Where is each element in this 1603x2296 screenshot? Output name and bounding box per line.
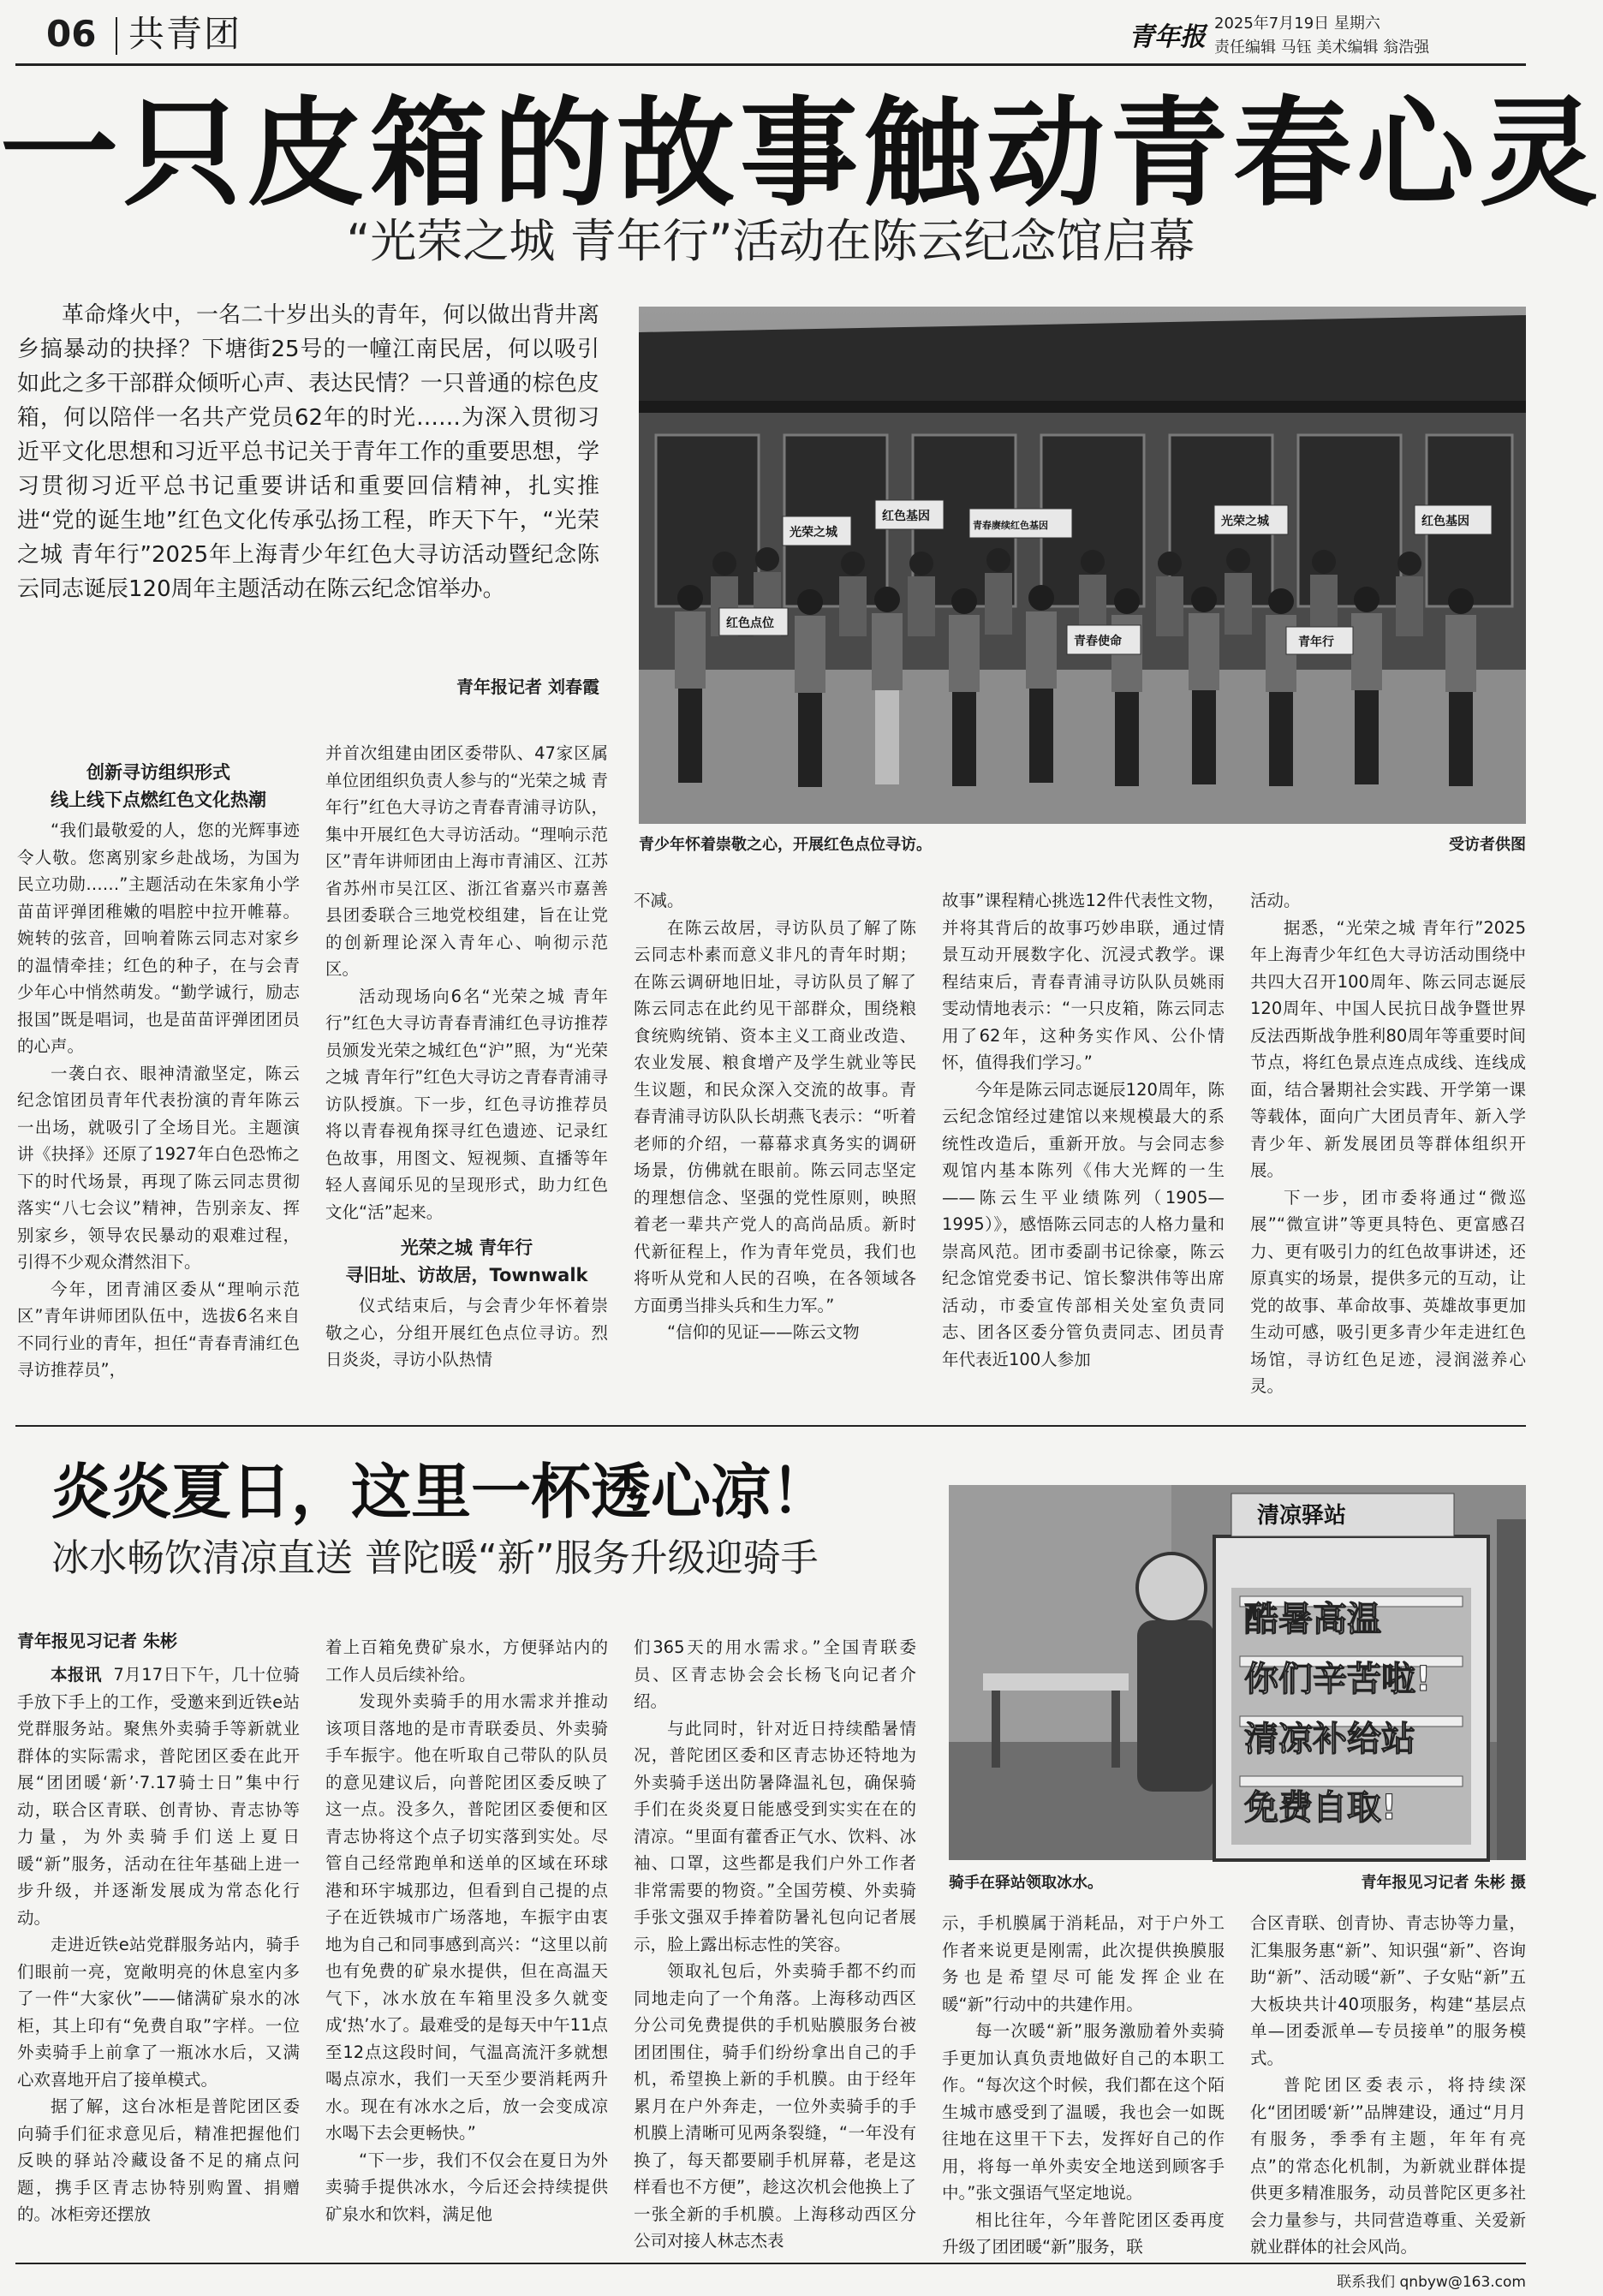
story1-col5-para-2: 下一步，团市委将通过“微巡展”“微宣讲”等更具特色、更富感召力、更有吸引力的红色故事讲述，还原真实的场景，提供多元的互动，让党的故事、革命故事、英雄故事更加生动可感，吸引更多青少年走进红色场馆，寻访红色足迹，浸润滋养心灵。 (1250, 1187, 1526, 1396)
footer-contact: 联系我们 qnbyw@163.com (1337, 2274, 1526, 2291)
story2-headline: 炎炎夏日，这里一杯透心凉！ (51, 1457, 831, 1527)
photo1-sign-8: 青春使命 (1074, 635, 1122, 648)
photo2-slogan-1: 酷暑高温 (1244, 1600, 1381, 1639)
header-divider (116, 17, 117, 55)
newspaper-logo: 青年报 (1129, 22, 1206, 52)
story1-byline: 青年报记者 刘春霞 (456, 677, 599, 697)
page-number: 06 (46, 13, 97, 55)
story2-col4-para-3: 相比往年，今年普陀团区委再度升级了团团暖“新”服务，联 (942, 2210, 1225, 2257)
story1-column-1 (17, 754, 300, 1380)
story1-column-3 (634, 887, 916, 1353)
story1-col3-para-1: 在陈云故居，寻访队员了解了陈云同志朴素而意义非凡的青年时期；在陈云调研地旧址，寻访队员了解了陈云同志在此约见干部群众，围绕粮食统购统销、资本主义工商业改造、农业发展、粮食增产及学生就业等民生议题，和民众深入交流的故事。青春青浦寻访队队长胡燕飞表示：“听着老师的介绍，一幕幕求真务实的调研场景，仿佛就在眼前。陈云同志坚定的理想信念、坚强的党性原则，映照着老一辈共产党人的高尚品质。新时代新征程上，作为青年党员，我们也将听从党和人民的召唤，在各领域各方面勇当排头兵和生力军。” (634, 917, 916, 1315)
photo1-sign-7: 青年行 (1298, 635, 1334, 649)
story2-col2-para-1: 着上百箱免费矿泉水，方便驿站内的工作人员后续补给。 (325, 1637, 608, 1685)
story1-subhead: “光荣之城 青年行”活动在陈云纪念馆启幕 (346, 214, 1195, 268)
story1-col1-para-1: “我们最敬爱的人，您的光辉事迹令人敬。您离别家乡赴战场，为国为民立功勋……”主题活动在朱家角小学苗苗评弹团稚嫩的唱腔中拉开帷幕。婉转的弦音，回响着陈云同志对家乡的温情牵挂；红色的种子，在与会青少年心中悄然萌发。“勤学诚行，励志报国”既是唱词，也是苗苗评弹团团员的心声。 (17, 820, 300, 1056)
story2-col4-para-2: 每一次暖“新”服务激励着外卖骑手更加认真负责地做好自己的本职工作。“每次这个时候，我们都在这个陌生城市感受到了温暖，我也会一如既往地在这里干下去，发挥好自己的作用，将每一单外卖安全地送到顾客手中。”张文强语气坚定地说。 (942, 2021, 1225, 2203)
story2-column-2 (325, 1634, 608, 2252)
story1-subheading-2a: 光荣之城 青年行 (400, 1237, 533, 1258)
ice-fridge-photo-illustration (949, 1485, 1526, 1860)
story2-col5-para-2: 普陀团区委表示，将持续深化“团团暖‘新’”品牌建设，通过“月月有服务，季季有主题，年年有亮点”的常态化机制，为新就业群体提供更多精准服务，动员普陀区更多社会力量参与，共同营造尊重、关爱新就业群体的社会风尚。 (1250, 2075, 1526, 2257)
photo2-slogan-3: 清凉补给站 (1244, 1720, 1415, 1759)
story1-photo-credit: 受访者供图 (1449, 836, 1526, 854)
story1-col5-para-1: 据悉，“光荣之城 青年行”2025年上海青少年红色大寻访活动围绕中共四大召开100周年、陈云同志诞辰120周年、中国人民抗日战争暨世界反法西斯战争胜利80周年等重要时间节点，将红色景点连点成线、连线成面，结合暑期社会实践、开学第一课等载体，面向广大团员青年、新入学青少年、新发展团员等群体组织开展。 (1250, 917, 1526, 1180)
story1-col2-para-2: 活动现场向6名“光荣之城 青年行”红色大寻访青春青浦红色寻访推荐员颁发光荣之城红色“沪”照，为“光荣之城 青年行”红色大寻访之青春青浦寻访队授旗。下一步，红色寻访推荐员将以青春视角探寻红色遗迹、记录红色故事，用图文、短视频、直播等年轻人喜闻乐见的呈现形式，助力红色文化“活”起来。 (325, 986, 608, 1222)
photo1-sign-1: 光荣之城 (790, 526, 837, 540)
story1-col2-para-1: 并首次组建由团区委带队、47家区属单位团组织负责人参与的“光荣之城 青年行”红色大寻访之青春青浦寻访队，集中开展红色大寻访活动。“理响示范区”青年讲师团由上海市青浦区、江苏省苏州市吴江区、浙江省嘉兴市嘉善县团委联合三地党校组建，旨在让党的创新理论深入青年心、响彻示范区。 (325, 743, 608, 979)
story1-column-5 (1250, 887, 1526, 1396)
story2-col4-para-1: 示，手机膜属于消耗品，对于户外工作者来说更是刚需，此次提供换膜服务也是希望尽可能发挥企业在暖“新”行动中的共建作用。 (942, 1913, 1225, 2014)
story2-column-3 (634, 1634, 916, 2252)
story1-col1-para-2: 一袭白衣、眼神清澈坚定，陈云纪念馆团员青年代表扮演的青年陈云一出场，就吸引了全场目光。主题演讲《抉择》还原了1927年白色恐怖之下的时代场景，再现了陈云同志贯彻落实“八七会议”精神，告别亲友、挥别家乡，领导农民暴动的艰难过程，引得不少观众潸然泪下。 (17, 1063, 300, 1272)
story1-headline: 一只皮箱的故事触动青春心灵 (0, 85, 1603, 223)
photo1-sign-6: 光荣之城 (1221, 515, 1269, 528)
story2-photo-credit: 青年报见习记者 朱彬 摄 (1361, 1874, 1526, 1892)
story1-lead (17, 298, 599, 666)
story1-column-4 (942, 887, 1225, 1369)
issue-date: 2025年7月19日 星期六 (1214, 15, 1380, 33)
story2-dateline: 本报讯 (51, 1665, 102, 1685)
story2-col5-para-1: 合区青联、创青协、青志协等力量，汇集服务惠“新”、知识强“新”、咨询助“新”、活动暖“新”、子女贴“新”五大板块共计40项服务，构建“基层点单—团委派单—专员接单”的服务模式。 (1250, 1913, 1526, 2068)
story1-subheading-2b: 寻旧址、访故居，Townwalk (345, 1265, 588, 1285)
photo1-sign-2: 红色基因 (882, 510, 930, 523)
story2-col2-para-3: “下一步，我们不仅会在夏日为外卖骑手提供冰水，今后还会持续提供矿泉水和饮料，满足他 (325, 2150, 608, 2224)
story2-column-4 (942, 1910, 1225, 2257)
story1-col4-para-1: 故事”课程精心挑选12件代表性文物，并将其背后的故事巧妙串联，通过情景互动开展数字化、沉浸式教学。课程结束后，青春青浦寻访队队员姚雨雯动情地表示：“一只皮箱，陈云同志用了62年，这种务实作风、公仆情怀，值得我们学习。” (942, 891, 1225, 1072)
story2-col2-para-2: 发现外卖骑手的用水需求并推动该项目落地的是市青联委员、外卖骑手车振宇。他在听取自己带队的队员的意见建议后，向普陀团区委反映了这一点。没多久，普陀团区委便和区青志协将这个点子切实落到实处。尽管自己经常跑单和送单的区域在环球港和环宇城那边，但看到自己提的点子在近铁城市广场落地，车振宇由衷地为自己和同事感到高兴：“这里以前也有免费的矿泉水提供，但在高温天气下，冰水放在车箱里没多久就变成‘热’水了。最难受的是每天中午11点至12点这段时间，气温高流汗多就想喝点凉水，我们一天至少要消耗两升水。现在有冰水之后，放一会变成凉水喝下去会更畅快。” (325, 1691, 608, 2143)
section-name: 共青团 (128, 13, 242, 55)
story2-col1-para-1-text: 7月17日下午，几十位骑手放下手上的工作，受邀来到近铁e站党群服务站。聚焦外卖骑手等新就业群体的实际需求，普陀团区委在此开展“团团暖‘新’·7.17骑士日”集中行动，联合区青联、创青协、青志协等力量，为外卖骑手们送上夏日暖“新”服务，活动在往年基础上进一步升级，并逐渐发展成为常态化行动。 (17, 1665, 300, 1928)
story-divider (15, 1425, 1526, 1427)
story2-photo (949, 1485, 1526, 1860)
photo1-sign-3: 红色基因 (1421, 515, 1469, 528)
story1-col5-para-0: 活动。 (1250, 891, 1301, 910)
editors-line: 责任编辑 马钰 美术编辑 翁浩强 (1214, 39, 1430, 57)
story2-col1-para-1 (17, 1661, 300, 1931)
story1-col2-para-3: 仪式结束后，与会青少年怀着崇敬之心，分组开展红色点位寻访。烈日炎炎，寻访小队热情 (325, 1296, 608, 1369)
story1-col4-para-2: 今年是陈云同志诞辰120周年，陈云纪念馆经过建馆以来规模最大的系统性改造后，重新开放。与会同志参观馆内基本陈列《伟大光辉的一生——陈云生平业绩陈列（1905—1995）》，感悟陈云同志的人格力量和崇高风范。团市委副书记徐豪，陈云纪念馆党委书记、馆长黎洪伟等出席活动，市委宣传部相关处室负责同志、团各区委分管负责同志、团员青年代表近100人参加 (942, 1079, 1225, 1369)
footer-rule (15, 2263, 1526, 2264)
photo1-sign-5: 红色点位 (726, 617, 774, 630)
photo2-banner-sign: 清凉驿站 (1257, 1503, 1347, 1529)
story2-col1-para-2: 走进近铁e站党群服务站内，骑手们眼前一亮，宽敞明亮的休息室内多了一件“大家伙”——储满矿泉水的冰柜，其上印有“免费自取”字样。一位外卖骑手上前拿了一瓶冰水后，又满心欢喜地开启了接单模式。 (17, 1935, 300, 2090)
story2-col3-para-2: 领取礼包后，外卖骑手都不约而同地走向了一个角落。上海移动西区分公司免费提供的手机贴膜服务台被团团围住，骑手们纷纷拿出自己的手机，希望换上新的手机膜。由于经年累月在户外奔走，一位外卖骑手的手机膜上清晰可见两条裂缝，“一年没有换了，每天都要刷手机屏幕，老是这样看也不方便”，趁这次机会他换上了一张全新的手机膜。上海移动西区分公司对接人林志杰表 (634, 1961, 916, 2251)
story2-column-5 (1250, 1910, 1526, 2257)
story1-col3-para-2: “信仰的见证——陈云文物 (667, 1322, 860, 1342)
story2-col3-para-0: 们365天的用水需求。”全国青联委员、区青志协会会长杨飞向记者介绍。 (634, 1637, 916, 1711)
header-rule (15, 63, 1526, 66)
story2-col1-para-3: 据了解，这台冰柜是普陀团区委向骑手们征求意见后，精准把握他们反映的驿站冷藏设备不足的痛点问题，携手区青志协特别购置、捐赠的。冰柜旁还摆放 (17, 2096, 300, 2224)
story2-col3-para-1: 与此同时，针对近日持续酷暑情况，普陀团区委和区青志协还特地为外卖骑手送出防暑降温礼包，确保骑手们在炎炎夏日能感受到实实在在的清凉。“里面有藿香正气水、饮料、冰袖、口罩，这些都是我们户外工作者非常需要的物资。”全国劳模、外卖骑手张文强双手捧着防暑礼包向记者展示，脸上露出标志性的笑容。 (634, 1718, 916, 1954)
story1-photo-caption: 青少年怀着崇敬之心，开展红色点位寻访。 (639, 836, 932, 854)
photo2-slogan-2: 你们辛苦啦! (1244, 1660, 1432, 1699)
story1-col3-para-0: 不减。 (634, 891, 684, 910)
story1-column-2 (325, 740, 608, 1369)
story2-photo-caption: 骑手在驿站领取冰水。 (949, 1874, 1103, 1892)
story2-column-1 (17, 1661, 300, 2252)
photo2-slogan-4: 免费自取! (1244, 1788, 1397, 1828)
story1-subheading-1b: 线上线下点燃红色文化热潮 (51, 790, 266, 810)
story1-subheading-1a: 创新寻访组织形式 (86, 762, 230, 783)
story2-subhead: 冰水畅饮清凉直送 普陀暖“新”服务升级迎骑手 (51, 1536, 819, 1580)
group-photo-illustration (639, 307, 1526, 824)
photo1-sign-4: 青春赓续红色基因 (973, 520, 1048, 531)
story1-lead-text: 革命烽火中，一名二十岁出头的青年，何以做出背井离乡搞暴动的抉择？下塘街25号的一幢江南民居，何以吸引如此之多干部群众倾听心声、表达民情？一只普通的棕色皮箱，何以陪伴一名共产党员62年的时光……为深入贯彻习近平文化思想和习近平总书记关于青年工作的重要思想，学习贯彻习近平总书记重要讲话和重要回信精神，扎实推进“党的诞生地”红色文化传承弘扬工程，昨天下午，“光荣之城 青年行”2025年上海青少年红色大寻访活动暨纪念陈云同志诞辰120周年主题活动在陈云纪念馆举办。 (17, 302, 599, 602)
story1-col1-para-3: 今年，团青浦区委从“理响示范区”青年讲师团队伍中，选拔6名来自不同行业的青年，担任“青春青浦红色寻访推荐员”， (17, 1279, 300, 1380)
story2-byline: 青年报见习记者 朱彬 (17, 1631, 177, 1651)
story1-photo (639, 307, 1526, 824)
